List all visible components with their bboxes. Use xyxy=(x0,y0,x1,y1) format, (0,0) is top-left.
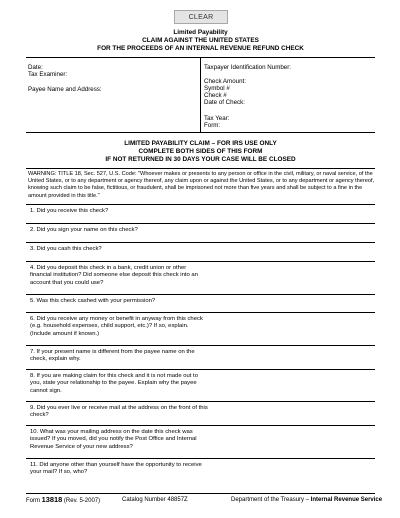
question-row xyxy=(26,204,375,223)
question-row xyxy=(26,401,375,425)
question-text: 11. Did anyone other than yourself have the opportunity to receive your mail? If so, who? xyxy=(30,462,202,476)
question-text: 10. What was your mailing address on the date this check was issued? If you moved, did you notify the Post Office and Internal Revenue Service of your new address? xyxy=(30,429,197,450)
question-row xyxy=(26,312,375,345)
question-text: 2. Did you sign your name on this check? xyxy=(30,227,138,233)
answer-field[interactable] xyxy=(212,314,375,344)
question-text: 8. If you are making claim for this check and it is not made out to you, state your relationship to the payee. Explain why the payee cannot sign. xyxy=(30,373,198,394)
form-number: 13818 xyxy=(41,495,63,504)
answer-field[interactable] xyxy=(212,347,375,368)
form-subtitle: Limited Payability xyxy=(173,29,228,36)
answer-field[interactable] xyxy=(212,225,375,241)
agency-name: Internal Revenue Service xyxy=(310,497,383,503)
answer-field[interactable] xyxy=(212,460,375,492)
question-row xyxy=(26,242,375,261)
tax-examiner-field[interactable]: Tax Examiner: xyxy=(28,71,68,78)
catalog-number: Catalog Number 48857Z xyxy=(122,497,188,503)
irs-use-only-heading xyxy=(26,140,375,164)
question-text: 9. Did you ever live or receive mail at the address on the front of this check? xyxy=(30,405,208,419)
form-field[interactable]: Form: xyxy=(204,122,221,129)
question-text: 4. Did you deposit this check in a bank, credit union or other financial institution? Did someone else deposit this check into an account that you could use? xyxy=(30,265,198,286)
irs-use-line1: LIMITED PAYABILITY CLAIM – FOR IRS USE ONLY xyxy=(124,140,277,147)
date-field[interactable]: Date: xyxy=(28,64,43,71)
answer-field[interactable] xyxy=(212,206,375,222)
question-text: 6. Did you receive any money or benefit in anyway from this check (e.g. household expenses, child support, etc.)? If so, explain. (Include amount if known.) xyxy=(30,316,203,337)
question-text: 1. Did you receive this check? xyxy=(30,208,109,214)
payee-name-address-field[interactable]: Payee Name and Address: xyxy=(28,86,102,93)
date-of-check-field[interactable]: Date of Check: xyxy=(204,99,245,106)
clear-button[interactable]: CLEAR xyxy=(174,10,228,24)
question-text: 7. If your present name is different from the payee name on the check, explain why. xyxy=(30,349,195,363)
form-revision: (Rev. 5-2007) xyxy=(63,498,101,504)
answer-field[interactable] xyxy=(212,403,375,424)
question-text: 3. Did you cash this check? xyxy=(30,246,102,252)
form-prefix: Form xyxy=(26,498,40,504)
warning-text: WARNING: TITLE 18, Sec. 527, U.S. Code: "Whoever makes or presents to any person or office in the civil, military, or naval service, of the United States, or to any department or agency thereof, any claim upon or against the United States, or to any department or agency thereof, knowing such claim to be false, fictitious, or fraudulent, shall be imprisoned not more than five years and shall be subject to a fine in the amount provided in this title." xyxy=(26,168,375,200)
question-row xyxy=(26,458,375,493)
question-row xyxy=(26,425,375,458)
answer-field[interactable] xyxy=(212,427,375,457)
form-header xyxy=(26,28,375,53)
symbol-field[interactable]: Symbol # xyxy=(204,85,230,92)
question-row xyxy=(26,345,375,369)
check-number-field[interactable]: Check # xyxy=(204,92,227,99)
tin-field[interactable]: Taxpayer Identification Number: xyxy=(204,64,292,71)
department-text: Department of the Treasury – xyxy=(231,497,310,503)
tax-year-field[interactable]: Tax Year: xyxy=(204,115,230,122)
question-row xyxy=(26,294,375,312)
irs-use-line2: COMPLETE BOTH SIDES OF THIS FORM xyxy=(138,148,263,155)
check-amount-field[interactable]: Check Amount: xyxy=(204,78,246,85)
question-text: 5. Was this check cashed with your permission? xyxy=(30,298,156,304)
form-title-line2: FOR THE PROCEEDS OF AN INTERNAL REVENUE REFUND CHECK xyxy=(97,45,304,52)
question-row xyxy=(26,223,375,242)
box-divider xyxy=(200,58,201,132)
question-row xyxy=(26,369,375,401)
department-name xyxy=(231,494,382,506)
claim-info-box xyxy=(26,57,375,133)
answer-field[interactable] xyxy=(212,371,375,400)
form-title-line1: CLAIM AGAINST THE UNITED STATES xyxy=(142,37,259,44)
answer-field[interactable] xyxy=(212,263,375,293)
form-footer xyxy=(26,493,383,505)
answer-field[interactable] xyxy=(212,296,375,311)
form-id xyxy=(26,494,100,507)
answer-field[interactable] xyxy=(212,244,375,260)
question-row xyxy=(26,261,375,294)
irs-use-line3: IF NOT RETURNED IN 30 DAYS YOUR CASE WILL BE CLOSED xyxy=(105,156,296,163)
